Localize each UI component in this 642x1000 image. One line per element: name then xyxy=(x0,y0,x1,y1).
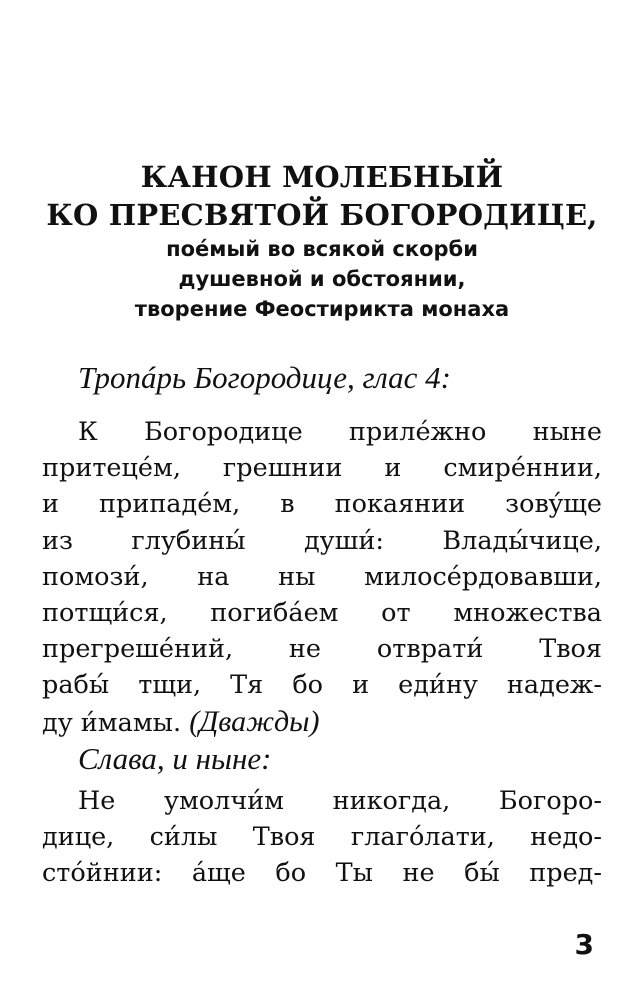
page-number: 3 xyxy=(574,928,594,961)
text-line: дице, си́лы Твоя глагóлати, недо- xyxy=(42,822,602,853)
text-line: стóйнии: áще бо Ты не бы́ пред- xyxy=(42,858,602,889)
subtitle-line-3: творение Феостирикта монаха xyxy=(134,297,510,321)
text-line: потщи́ся, погибáем от множества xyxy=(42,598,602,629)
text-line: К Богородице прилéжно ныне xyxy=(78,417,602,447)
troparion-heading: Тропáрь Богородице, глас 4: xyxy=(78,360,451,395)
subtitle-line-1: поéмый во всякой скорби xyxy=(166,237,478,261)
book-page xyxy=(42,0,602,1000)
troparion-paragraph xyxy=(42,414,602,741)
text-line: притецéм, грешнии и смирéннии, xyxy=(42,453,602,484)
glory-heading: Слава, и ныне: xyxy=(78,740,272,776)
title-line-2: КО ПРЕСВЯТОЙ БОГОРОДИЦЕ, xyxy=(46,198,598,232)
last-line-text: ду и́мамы. xyxy=(42,707,182,738)
subtitle-line-2: душевной и обстоянии, xyxy=(178,267,466,291)
text-line: из глубины́ души́: Влады́чице, xyxy=(42,525,602,556)
text-line: прегрешéний, не отврати́ Твоя xyxy=(42,634,602,665)
glory-paragraph xyxy=(42,783,602,892)
title-line-1: КАНОН МОЛЕБНЫЙ xyxy=(140,160,504,194)
text-line: помози́, на ны милосéрдовавши, xyxy=(42,561,602,592)
canon-title-block xyxy=(42,158,602,324)
body-text xyxy=(42,360,602,891)
text-line: Не умолчи́м никогда, Богоро- xyxy=(78,785,602,816)
text-line: и припадéм, в покаянии зовýще xyxy=(42,489,602,520)
twice-note: (Дважды) xyxy=(189,704,320,738)
text-line-last xyxy=(42,704,602,741)
text-line: рабы́ тщи, Тя бо и еди́ну надеж- xyxy=(42,670,602,701)
